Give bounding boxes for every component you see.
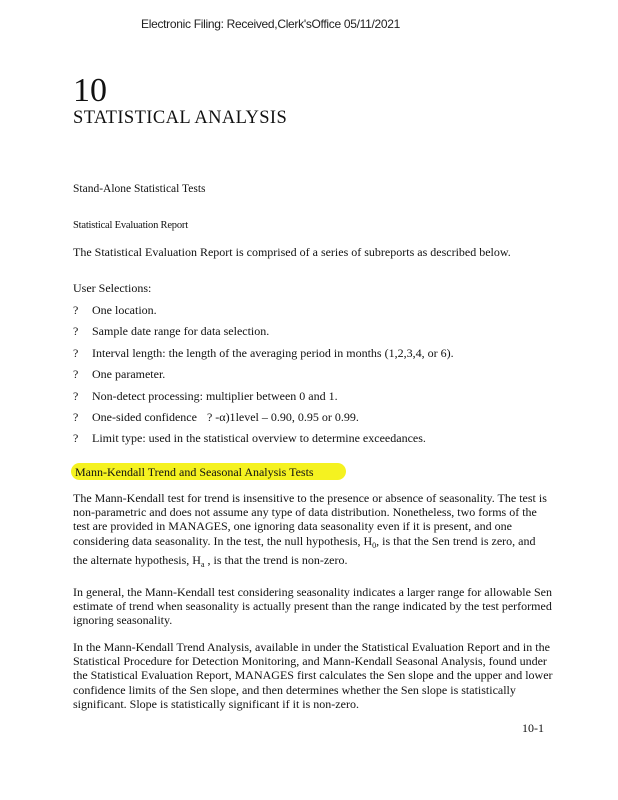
paragraph-mk-test: The Mann-Kendall test for trend is insensitive to the presence or absence of seasonality. The test is non-parametric and does not assume any type of data distribution. Nonetheless, two forms of the test are provided in MANAGES, one ignoring data seasonality even if it is present, and one considering data seasonality. In the test, the null hypothesis, $H_0$, is that the Sen trend is zero, and the alternate hypothesis, $H_a$ , is that the trend is non-zero. — [73, 491, 547, 569]
paragraph-seasonality: In general, the Mann-Kendall test considering seasonality indicates a larger range for allowable Sen estimate of trend when seasonality is actually present than the range indicated by the test performed ignoring seasonality. — [73, 585, 552, 628]
chapter-title: STATISTICAL ANALYSIS — [73, 108, 288, 128]
bullet-icon: ? — [73, 431, 79, 446]
list-item: ? Non-detect processing: multiplier between 0 and 1. — [73, 389, 454, 410]
filing-stamp: Electronic Filing: Received,Clerk'sOffice 05/11/2021 — [141, 17, 401, 31]
mann-kendall-heading: Mann-Kendall Trend and Seasonal Analysis Tests — [75, 465, 314, 479]
list-item: ? One-sided confidence ? -α)1 level – 0.90, 0.95 or 0.99. — [73, 410, 454, 431]
user-selections-heading: User Selections: — [73, 281, 152, 295]
chapter-number: 10 — [73, 72, 107, 109]
bullet-icon: ? — [73, 388, 79, 403]
section-heading: Stand-Alone Statistical Tests — [73, 183, 206, 195]
list-item: ? Interval length: the length of the averaging period in months (1,2,3,4, or 6). — [73, 346, 454, 367]
confidence-symbol: ? -α)1 — [206, 409, 236, 424]
list-item: ? One location. — [73, 303, 454, 324]
intro-paragraph: The Statistical Evaluation Report is comprised of a series of subreports as described below. — [73, 245, 511, 259]
list-item: ? Limit type: used in the statistical overview to determine exceedances. — [73, 431, 454, 452]
paragraph-sen-slope: In the Mann-Kendall Trend Analysis, available in under the Statistical Evaluation Report and in the Statistical Procedure for Detection Monitoring, and Mann-Kendall Seasonal Analysis, found under the Statistical Evaluation Report, MANAGES first calculates the Sen slope and the upper and lower confidence limits of the Sen slope, and then determines whether the Sen slope is statistically significant. Slope is statistically significant if it is non-zero. — [73, 640, 553, 711]
bullet-icon: ? — [73, 324, 79, 339]
bullet-icon: ? — [73, 409, 79, 424]
list-item: ? Sample date range for data selection. — [73, 324, 454, 345]
bullet-icon: ? — [73, 367, 79, 382]
bullet-icon: ? — [73, 303, 79, 317]
list-item: ? One parameter. — [73, 367, 454, 388]
user-selections-list — [73, 303, 454, 453]
bullet-icon: ? — [73, 345, 79, 360]
page-number: 10-1 — [522, 721, 544, 735]
subsection-heading: Statistical Evaluation Report — [73, 220, 188, 231]
